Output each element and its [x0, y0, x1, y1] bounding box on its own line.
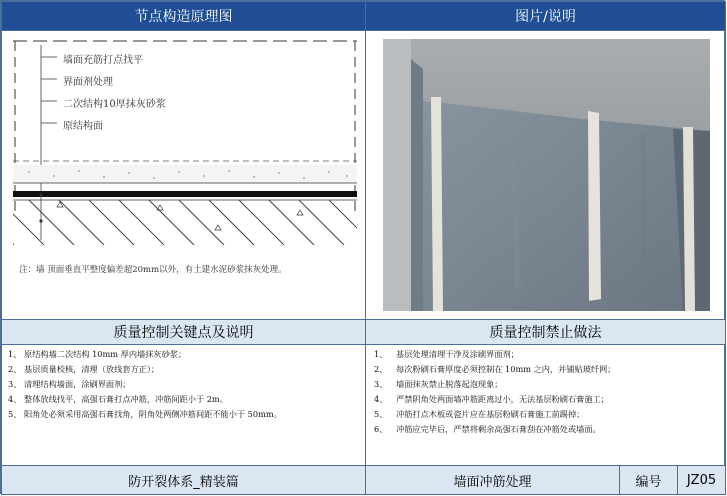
footer-process — [365, 465, 620, 495]
footer-code — [677, 465, 726, 495]
list-item: 3、 墙面抹灰禁止脱落起泡现象； — [374, 379, 503, 389]
list-item: 4、 整体放线找平，高强石膏打点冲筋，冲筋间距小于 2m。 — [8, 394, 228, 404]
footer-code-label — [619, 465, 678, 495]
forbidden-list — [365, 344, 726, 466]
diagram-note: 注：墙 顶面垂直平整度偏差超20mm以外，有土建水泥砂浆抹灰处理。 — [19, 265, 287, 275]
footer-system-text: 防开裂体系_精装篇 — [128, 474, 239, 490]
construction-diagram — [9, 35, 361, 247]
key-points-list — [1, 344, 366, 466]
footer-system — [1, 465, 366, 495]
diagram-header-text: 节点构造原理图 — [134, 9, 233, 25]
diagram-label-3: 二次结构10厚抹灰砂浆 — [63, 99, 166, 110]
list-item: 6、 冲筋应完毕后，严禁将剩余高强石膏刮在冲筋处或墙面。 — [374, 424, 601, 434]
key-points-title: 质量控制关键点及说明 — [113, 325, 254, 341]
photo-header-text: 图片/说明 — [515, 9, 576, 25]
list-item: 5、 冲筋打点木板或瓷片应在基层粉刷石膏施工前踢掉； — [374, 409, 585, 419]
list-item: 1、 基层处理清理干净及涂刷界面剂； — [374, 349, 519, 359]
list-item: 5、 阳角处必须采用高强石膏找角，阴角处两侧冲筋间距不能小于 50mm。 — [8, 409, 282, 419]
footer-code-label-text: 编号 — [635, 474, 662, 490]
list-item: 4、 严禁阴角处两面墙冲筋距离过小，无法基层粉刷石膏施工； — [374, 394, 609, 404]
list-item: 2、 基层质量校核，清理（放线套方正）； — [8, 364, 160, 374]
key-points-header — [1, 319, 366, 345]
forbidden-title: 质量控制禁止做法 — [489, 325, 602, 341]
diagram-header — [1, 1, 366, 31]
footer-process-text: 墙面冲筋处理 — [453, 474, 532, 490]
diagram-label-4: 原结构面 — [63, 121, 103, 132]
photo-header — [365, 1, 726, 31]
list-item: 2、 每次粉刷石膏厚度必须控制在 10mm 之内，并铺贴玻纤网； — [374, 364, 616, 374]
list-item: 3、 清理结构墙面，涂刷界面剂； — [8, 379, 131, 389]
footer-code-text: JZ05 — [686, 472, 717, 488]
forbidden-header — [365, 319, 726, 345]
diagram-label-2: 界面剂处理 — [63, 77, 113, 88]
wall-photo — [383, 39, 710, 311]
list-item: 1、 原结构墙二次结构 10mm 厚内墙抹灰砂浆； — [8, 349, 187, 359]
diagram-label-1: 墙面充筋打点找平 — [63, 55, 143, 66]
